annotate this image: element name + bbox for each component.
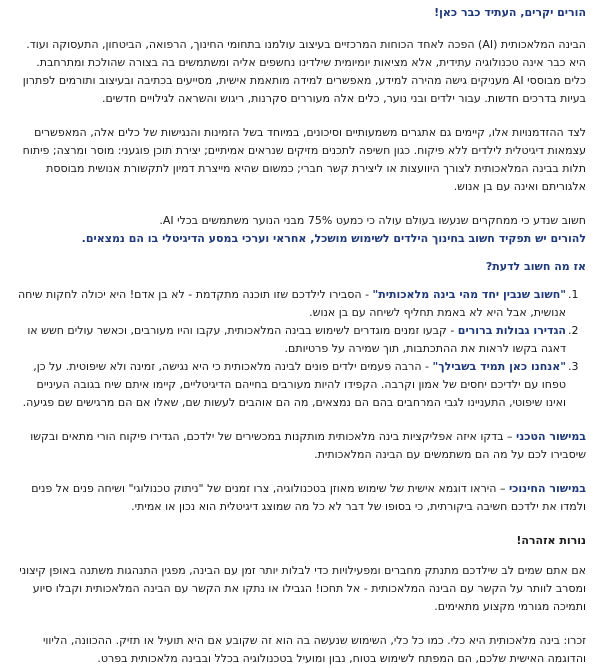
educational-level-label: במישור החינוכי: [508, 482, 586, 495]
tips-list: [14, 286, 586, 412]
greeting-heading: הורים יקרים, העתיד כבר כאן!: [434, 6, 586, 19]
tip-number: 2.: [568, 324, 579, 337]
tip-body: - הרבה פעמים ילדים פונים לבינה מלאכותית כי היא נגישה, זמינה ולא שיפוטית. על כן, טפחו עם ילדיכם יחסים של אמון וקרבה. הקפידו להיות מעורבים בחייהם הדיגיטליים, קיימו איתם שיח בגובה העיניים ואינו שיפוטי, התעניינו לגבי המרחבים בהם הם נמצאים, מה הם אוהבים לעשות שם, שאלו אם הם מרגישים שם פגיעה.: [22, 360, 566, 409]
statistic-paragraph: חשוב שנדע כי ממחקרים שנעשו בעולם עולה כי כמעט 75% מבני הנוער משתמשים בכלי AI.: [159, 214, 586, 227]
tip-body: - הסבירו לילדכם שזו תוכנה מתקדמת - לא בן אדם! היא יכולה לחקות שיחה אנושית, אבל היא לא באמת תחליף לשיחה עם בן אנוש.: [17, 288, 566, 319]
intro-paragraph: הבינה המלאכותית (AI) הפכה לאחד הכוחות המרכזיים בעיצוב עולמנו בתחומי החינוך, הרפואה, הביטחון, התעסוקה ועוד. היא כבר אינה טכנולוגיה עתידית, אלא מציאות יומיומית שילדינו נחשפים אליה ומשתמשים בה בצורה שהולכת ומתרחבת. כלים מבוססי AI מעניקים גישה מהירה למידע, מאפשרים למידה מותאמת אישית, מסייעים בכתיבה ובעיצוב ותורמים לפתרון בעיות בדרכים חדשות. עבור ילדים ובני נוער, כלים אלה מעוררים סקרנות, ריגוש והשראה לגילויים חדשים.: [22, 38, 586, 105]
tip-number: 3.: [568, 360, 579, 373]
warning-heading: נורות אזהרה!: [516, 534, 586, 547]
tip-number: 1.: [568, 288, 579, 301]
tip-item-3: [14, 358, 579, 412]
educational-level-text: – היראו דוגמא אישית של שימוש מאוזן בטכנולוגיה, צרו זמנים של "ניתוק טכנולוגי" ושיחה פנים אל פנים ולמדו את ילדכם חשיבה ביקורתית, כי בסופו של דבר לא כל מה שמוצג דיגיטלית הוא נכון או אמיתי.: [31, 482, 586, 513]
tip-body: - קבעו זמנים מוגדרים לשימוש בבינה המלאכותית, עקבו והיו מעורבים, וכאשר עולים חשש או דאגה בקשו לראות את ההתכתבות, תוך שמירה על פרטיותם.: [27, 324, 566, 355]
educational-level-paragraph: [14, 480, 586, 516]
tip-item-1: [14, 286, 579, 322]
warning-paragraph: אם אתם שמים לב שילדכם מתנתק מחברים ומפעילויות כדי לבלות יותר זמן עם הבינה, מפגין התנהגות משתנה באופן קיצוני ומסרב לוותר על הקשר עם הבינה המלאכותית - אל תחכו! הגבילו או נתקו את הקשר עם הבינה המלאכותית וקבלו סיוע ותמיכה מגורמי מקצוע מתאימים.: [19, 564, 586, 613]
parents-role-statement: להורים יש תפקיד חשוב בחינוך הילדים לשימוש מושכל, אחראי וערכי במסע הדיגיטלי בו הם נמצאים.: [81, 232, 586, 245]
tip-item-2: [14, 322, 579, 358]
opportunities-paragraph: לצד ההזדמנויות אלו, קיימים גם אתגרים משמעותיים וסיכונים, במיוחד בשל הזמינות והנגישות של כלים אלה, המאפשרים עצמאות דיגיטלית לילדים ללא פיקוח. כגון חשיפה לתכנים מזיקים שנראים אמיתיים; יצירת תוכן פוגעני: מוסר ומרצה; פיתוח תלות בבינה המלאכותית לצורך היוועצות או ליצירת קשר חברי; כמשום שהיא מייצרת דמיון לתקשורת אנושית מבוססת אלגוריתם ואינה עם בן אנוש.: [22, 126, 586, 193]
technical-level-text: – בדקו איזה אפליקציות בינה מלאכותית מותקנות במכשירים של ילדכם, הגדירו פיקוח הורי מתאים ובקשו שיסבירו לכם על מה הם משתמשים עם הבינה המלאכותית.: [30, 430, 586, 461]
tip-title: הגדירו גבולות ברורים: [457, 324, 566, 337]
technical-level-label: במישור הטכני: [516, 430, 586, 443]
tip-title: "אנחנו כאן תמיד בשבילך": [432, 360, 566, 373]
tip-title: "חשוב שנבין יחד מהי בינה מלאכותית": [372, 288, 566, 301]
subheading-what-to-know: אז מה חשוב לדעת?: [485, 260, 586, 273]
closing-paragraph: זכרו: בינה מלאכותית היא כלי. כמו כל כלי, השימוש שנעשה בה הוא זה שקובע אם היא תועיל או תזיק. ההכוונה, הליווי והדוגמה האישית שלכם, הם המפתח לשימוש בטוח, נבון ומועיל בטכנולוגיה בכלל ובבינה מלאכותית בפרט.: [42, 634, 586, 665]
technical-level-paragraph: [14, 428, 586, 464]
